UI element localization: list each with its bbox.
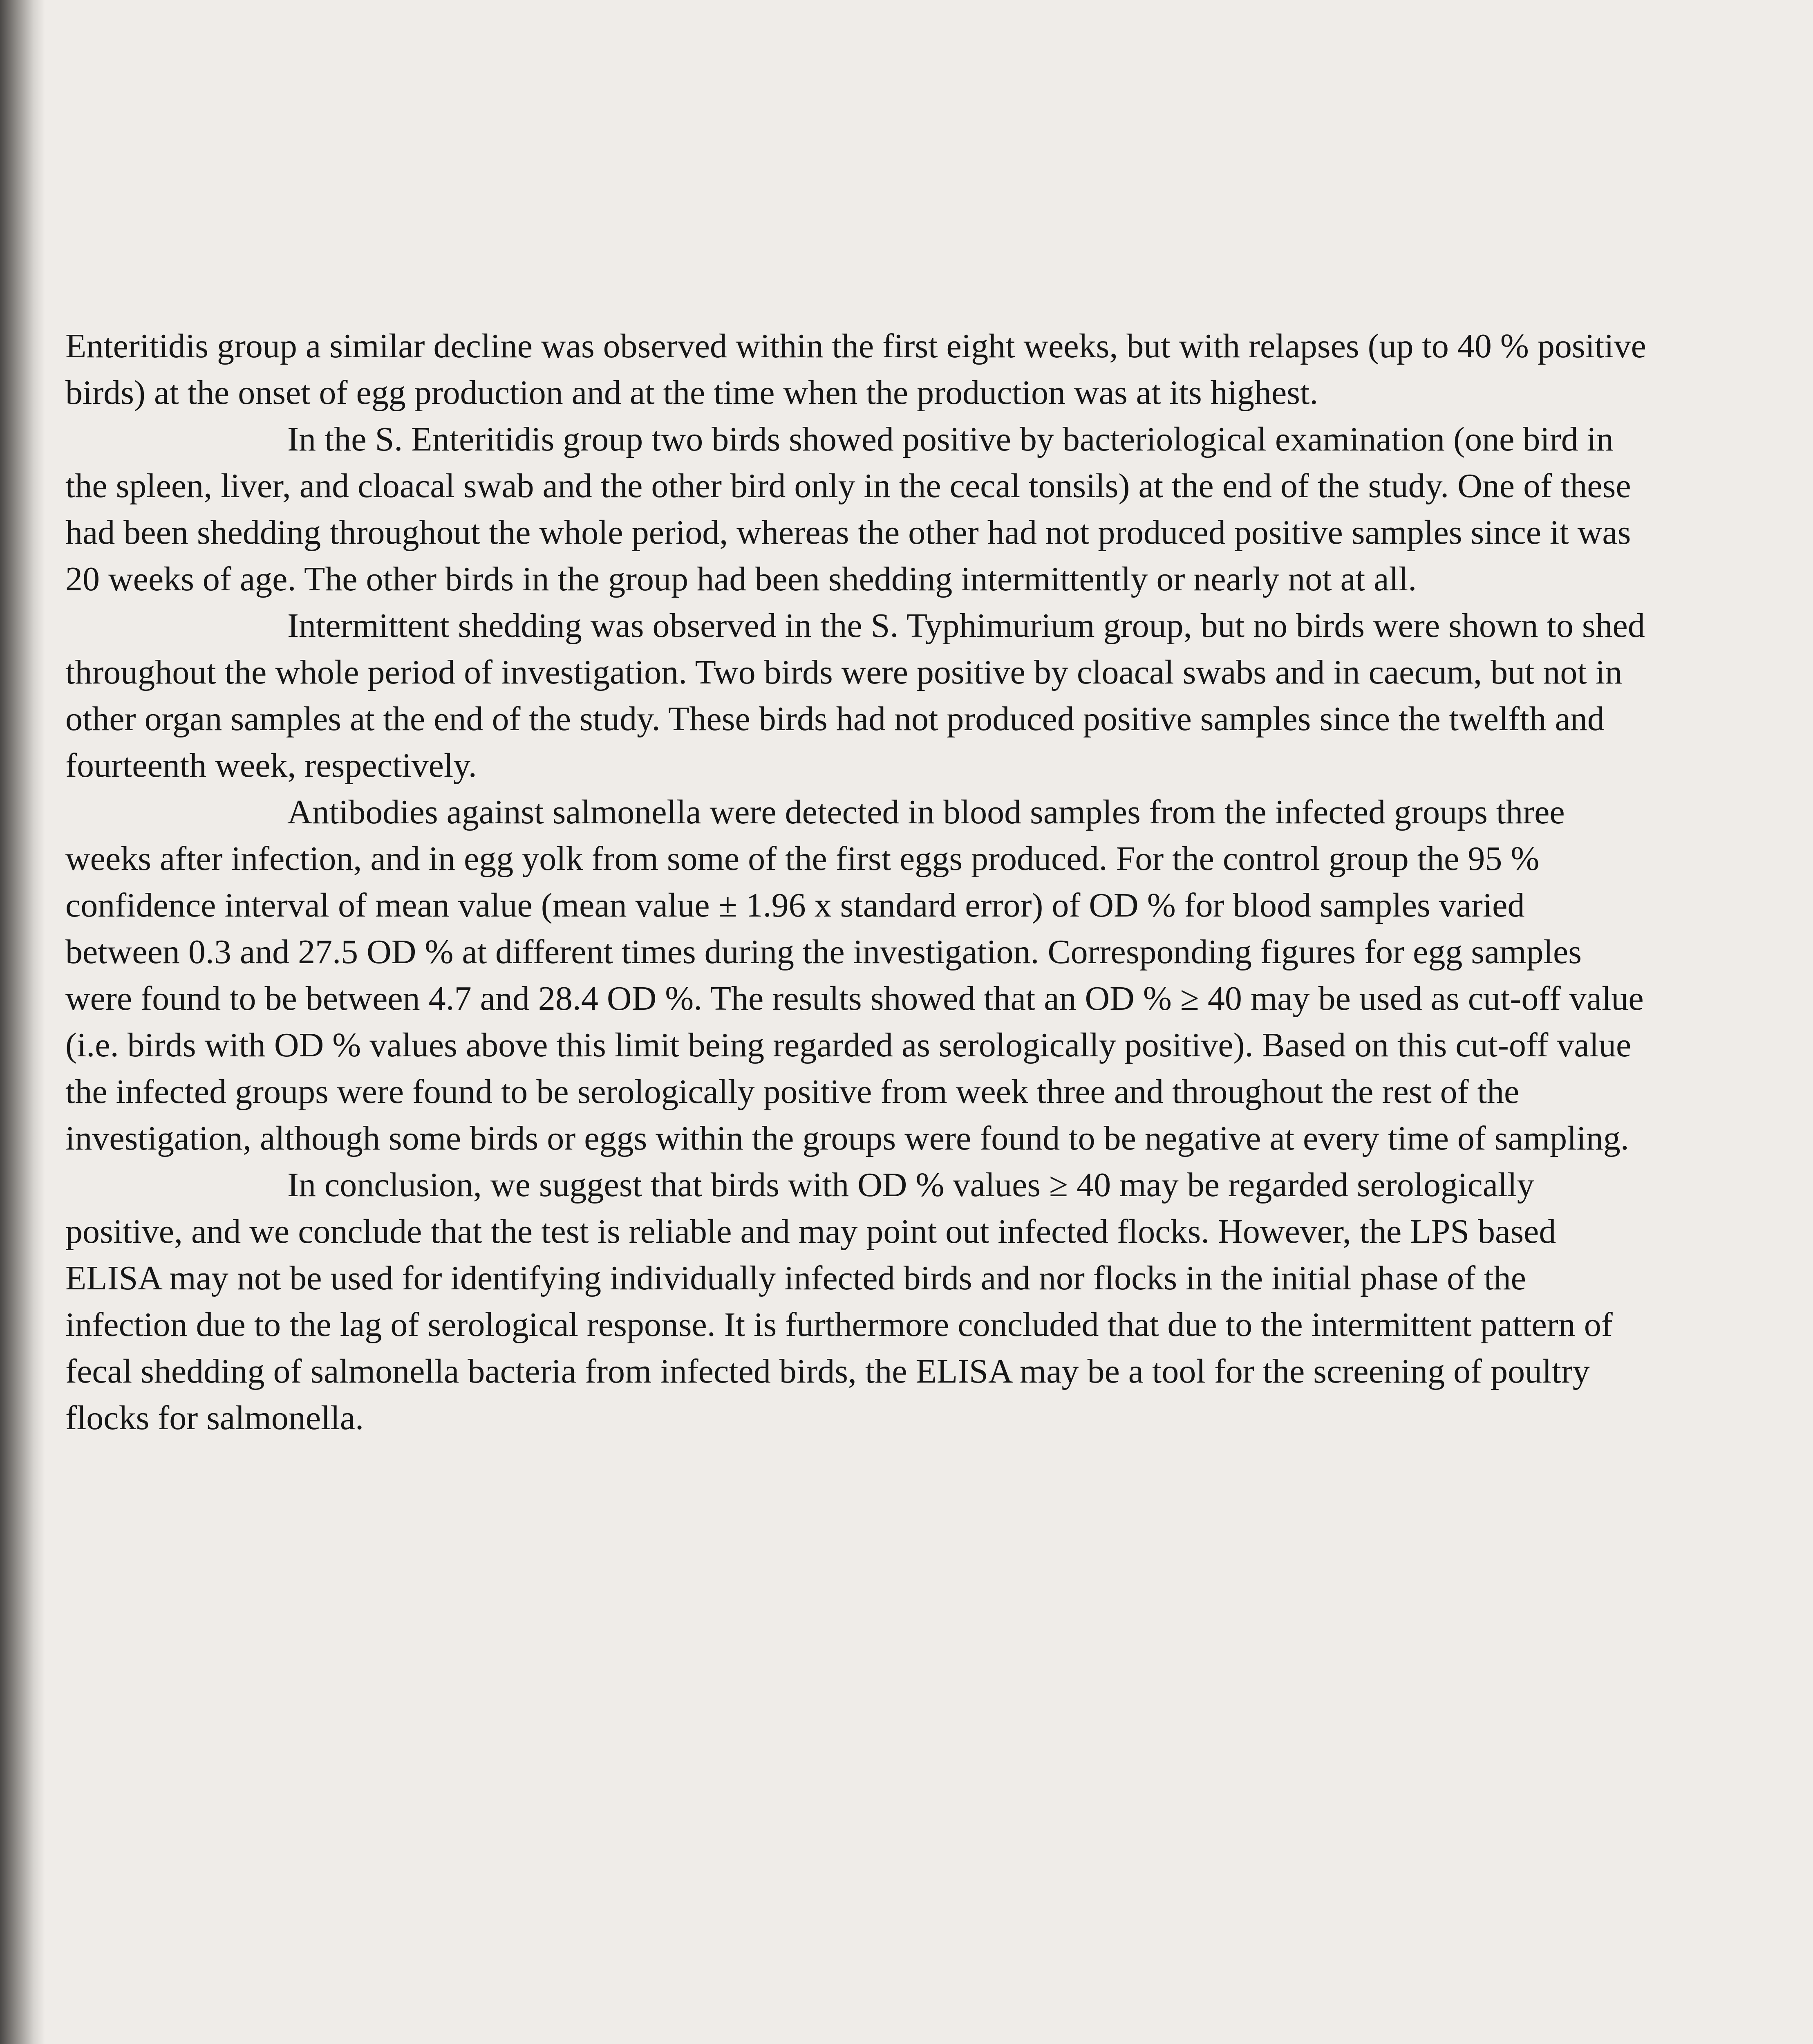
paragraph-2: In the S. Enteritidis group two birds showed positive by bacteriological examination (one bird in the spleen, liver, and cloacal swab and the other bird only in the cecal tonsils) at the end of the study. One of these had been shedding throughout the whole period, whereas the other had not produced positive samples since it was 20 weeks of age. The other birds in the group had been shedding intermittently or nearly not at all. bbox=[65, 420, 1631, 598]
paragraph-5: In conclusion, we suggest that birds with OD % values ≥ 40 may be regarded serologically positive, and we conclude that the test is reliable and may point out infected flocks. However, the LPS based ELISA may not be used for identifying individually infected birds and nor flocks in the initial phase of the infection due to the lag of serological response. It is furthermore concluded that due to the intermittent pattern of fecal shedding of salmonella bacteria from infected birds, the ELISA may be a tool for the screening of poultry flocks for salmonella. bbox=[65, 1166, 1613, 1437]
page-body-text bbox=[65, 323, 1647, 1441]
paragraph-1: Enteritidis group a similar decline was observed within the first eight weeks, but with relapses (up to 40 % positive birds) at the onset of egg production and at the time when the production was at its highest. bbox=[65, 327, 1646, 412]
binding-shadow bbox=[0, 0, 45, 2044]
paragraph-4: Antibodies against salmonella were detected in blood samples from the infected groups three weeks after infection, and in egg yolk from some of the first eggs produced. For the control group the 95 % confidence interval of mean value (mean value ± 1.96 x standard error) of OD % for blood samples varied between 0.3 and 27.5 OD % at different times during the investigation. Corresponding figures for egg samples were found to be between 4.7 and 28.4 OD %. The results showed that an OD % ≥ 40 may be used as cut-off value (i.e. birds with OD % values above this limit being regarded as serologically positive). Based on this cut-off value the infected groups were found to be serologically positive from week three and throughout the rest of the investigation, although some birds or eggs within the groups were found to be negative at every time of sampling. bbox=[65, 793, 1644, 1157]
paragraph-3: Intermittent shedding was observed in the S. Typhimurium group, but no birds were shown to shed throughout the whole period of investigation. Two birds were positive by cloacal swabs and in caecum, but not in other organ samples at the end of the study. These birds had not produced positive samples since the twelfth and fourteenth week, respectively. bbox=[65, 607, 1645, 784]
